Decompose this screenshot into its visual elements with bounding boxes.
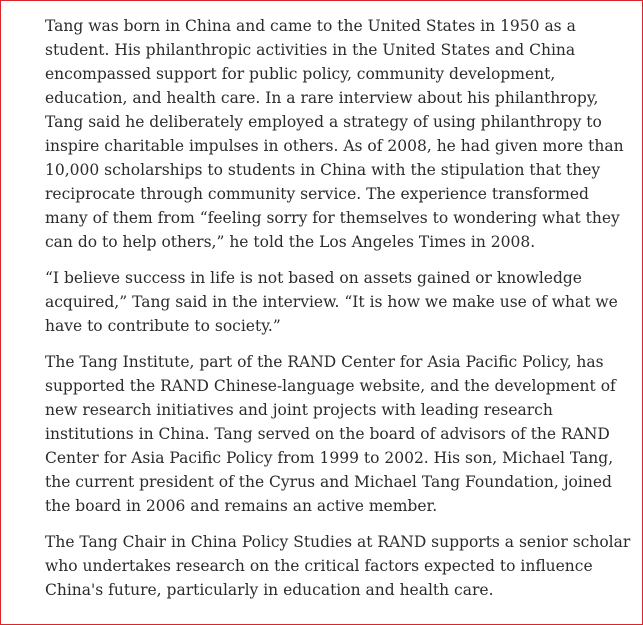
paragraph-tang-quote: “I believe success in life is not based on assets gained or knowledge acquired,” Tang said in the interview. “It is how we make use of what we have to contribute to society.” <box>45 269 618 335</box>
paragraph-tang-chair: The Tang Chair in China Policy Studies at RAND supports a senior scholar who undertakes research on the critical factors expected to influence China's future, particularly in education and health care. <box>45 533 631 599</box>
article-body <box>45 14 635 614</box>
paragraph-tang-institute: The Tang Institute, part of the RAND Center for Asia Pacific Policy, has supported the RAND Chinese-language website, and the development of new research initiatives and joint projects with leading research institutions in China. Tang served on the board of advisors of the RAND Center for Asia Pacific Policy from 1999 to 2002. His son, Michael Tang, the current president of the Cyrus and Michael Tang Foundation, joined the board in 2006 and remains an active member. <box>45 353 616 515</box>
paragraph-tang-biography: Tang was born in China and came to the United States in 1950 as a student. His philanthropic activities in the United States and China encompassed support for public policy, community development, education, and health care. In a rare interview about his philanthropy, Tang said he deliberately employed a strategy of using philanthropy to inspire charitable impulses in others. As of 2008, he had given more than 10,000 scholarships to students in China with the stipulation that they reciprocate through community service. The experience transformed many of them from “feeling sorry for themselves to wondering what they can do to help others,” he told the Los Angeles Times in 2008. <box>45 17 624 251</box>
